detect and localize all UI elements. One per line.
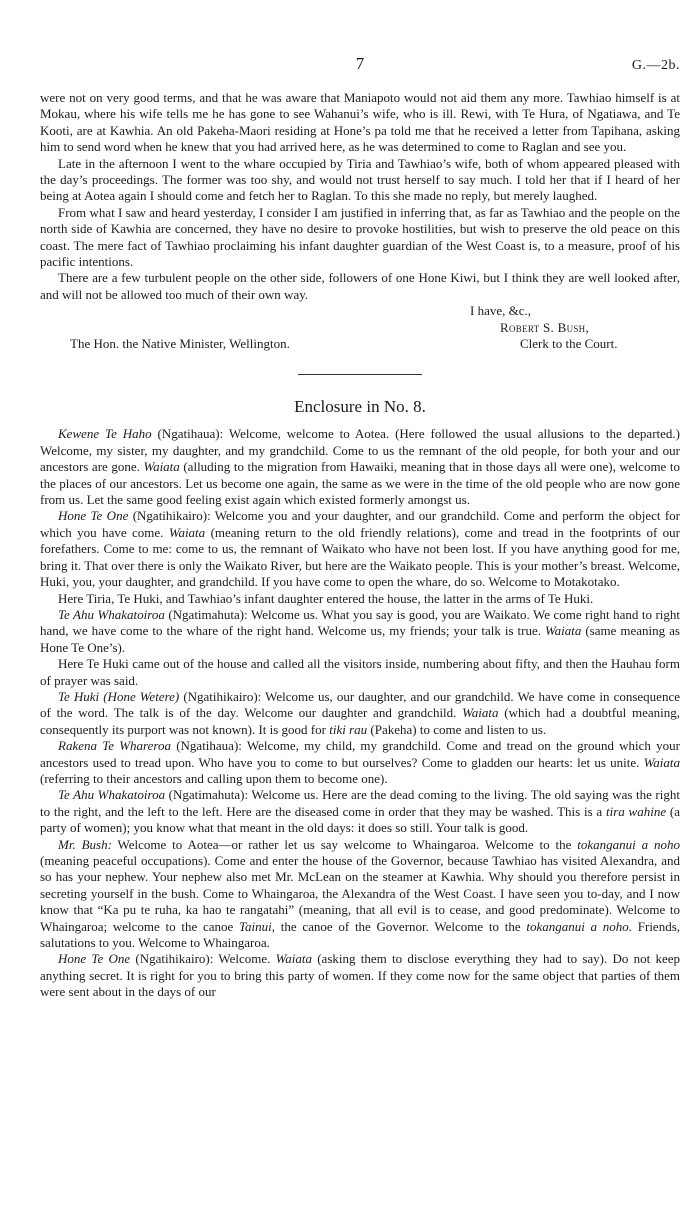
paragraph: Te Huki (Hone Wetere) (Ngatihikairo): Welcome us, our daughter, and our grandchild. We have come in consequence of the word. The talk is of the day. Welcome our daughter and grandchild. Waiata (which had a doubtful meaning, consequently its purport was not known). It is good for tiki rau (Pakeha) to come and listen to us. [40,688,680,737]
paragraph: Here Tiria, Te Huki, and Tawhiao’s infant daughter entered the house, the latter in the arms of Te Huki. [58,590,594,606]
paragraph: There are a few turbulent people on the other side, followers of one Hone Kiwi, but I think they are well looked after, and will not be allowed too much of their own way. [40,270,680,302]
page-number: 7 [355,54,365,73]
italic-term: Te Huki (Hone Wetere) [58,688,180,704]
closing-salutation: I have, &c., [470,303,532,319]
italic-term: Te Ahu Whakatoiroa [58,787,166,803]
italic-term: Waiata [643,754,680,770]
italic-term: tokanganui a noho. [526,918,633,934]
page-header [40,56,680,76]
italic-term: Waiata [143,459,180,475]
italic-term: Rakena Te Whareroa [58,738,171,754]
paragraph: Te Ahu Whakatoiroa (Ngatimahuta): Welcome us. Here are the dead coming to the living. The old saying was the right to the right, and the left to the left. Here are the diseased come in order that they may be washed. This is a tira wahine (a party of women); you know what that meant in the old days: it does so still. Your talk is good. [40,787,680,836]
italic-term: tira wahine [605,803,667,819]
italic-term: Waiata [168,524,206,540]
italic-term: Mr. Bush: [58,836,112,852]
paragraph: Here Te Huki came out of the house and called all the visitors inside, numbering about fifty, and then the Hauhau form of prayer was said. [40,656,680,688]
paragraph: Kewene Te Haho (Ngatihaua): Welcome, welcome to Aotea. (Here followed the usual allusions to the departed.) Welcome, my sister, my daughter, and my grandchild. Come to us the remnant of the old people, for both your and our ancestors are gone. Waiata (alluding to the migration from Hawaiki, meaning that in those days all were one), welcome to the places of our ancestors. Let us become one again, the same as we were in the time of the old people who are now gone from us. Let the same good feeling exist again which existed formerly amongst us. [40,426,680,508]
signatory-name: Robert S. Bush, [500,319,590,335]
paragraph: Rakena Te Whareroa (Ngatihaua): Welcome, my child, my grandchild. Come and tread on the ground which your ancestors used to tread upon. Who have you to come to but ourselves? Come to gladden our hearts: let us unite. Waiata (referring to their ancestors and calling upon them to become one). [40,738,680,786]
italic-term: Hone Te One [58,508,129,524]
italic-term: Waiata [462,705,499,721]
signatory-title: Clerk to the Court. [520,336,618,352]
paragraph: From what I saw and heard yesterday, I consider I am justified in inferring that, as far as Tawhiao and the people on the north side of Kawhia are concerned, they have no desire to provoke hostilities, but wish to preserve the old peace on this coast. The mere fact of Tawhiao proclaiming his infant daughter guardian of the West Coast is, to a measure, proof of his pacific intentions. [40,204,680,270]
italic-term: tokanganui a noho [577,836,680,852]
paragraph: Late in the afternoon I went to the whare occupied by Tiria and Tawhiao’s wife, both of whom appeared pleased with the day’s proceedings. The former was too shy, and would not trust herself to say much. I told her that if I heard of her being at Aotea again I should come and fetch her to Raglan. To this she made no reply, but merely laughed. [40,155,680,204]
enclosure-body [40,426,680,1000]
document-code: G.—2b. [631,58,680,73]
letter-body [40,90,680,303]
italic-term: tiki rau [329,721,368,737]
paragraph: were not on very good terms, and that he was aware that Maniapoto would not aid them any more. Tawhiao himself is at Mokau, where his wife tells me he has gone to see Wahanui’s wife, who is ill. Rewi, with Te Hura, of Ngatiawa, and Te Kooti, are at Kawhia. An old Pakeha-Maori residing at Hone’s pa told me that he received a letter from Tapihana, asking him to send word when he knew that you had arrived here, as he was determined to come to Raglan and see you. [40,90,680,155]
italic-term: Hone Te One [58,951,131,967]
paragraph: Hone Te One (Ngatihikairo): Welcome. Waiata (asking them to disclose everything they had to say). Do not keep anything secret. It is right for you to bring this party of women. If they come now for the same object that parties of them were sent about in the days of our [40,951,681,1000]
section-divider [298,374,422,375]
italic-term: Tainui, [239,918,276,934]
italic-term: Te Ahu Whakatoiroa [58,606,165,622]
italic-term: Waiata [275,951,312,967]
paragraph: Mr. Bush: Welcome to Aotea—or rather let us say welcome to Whaingaroa. Welcome to the tokanganui a noho (meaning peaceful occupations). Come and enter the house of the Governor, because Tawhiao has visited Alexandra, and so has your nephew. Your nephew also met Mr. McLean on the steamer at Kawhia. Why should you therefore persist in secreting yourself in the bush. Come to Whaingaroa, the Alexandra of the West Coast. I have seen you to-day, and I now know that “Ka pu te ruha, ka hao te rangatahi” (meaning, that all evil is to cease, and good predominate). Welcome to Whaingaroa; welcome to the canoe Tainui, the canoe of the Governor. Welcome to the tokanganui a noho. Friends, salutations to you. Welcome to Whaingaroa. [40,836,681,951]
paragraph: Te Ahu Whakatoiroa (Ngatimahuta): Welcome us. What you say is good, you are Waikato. We come right hand to right hand, we have come to the whare of the right hand. Welcome us, my friends; your talk is true. Waiata (same meaning as Hone Te One’s). [40,606,680,655]
addressee: The Hon. the Native Minister, Wellington. [70,336,290,352]
body-text [40,90,680,1001]
paragraph: Hone Te One (Ngatihikairo): Welcome you and your daughter, and our grandchild. Come and perform the object for which you have come. Waiata (meaning return to the old friendly relations), come and tread in the footprints of our forefathers. Come to me: come to us, the remnant of Waikato who have not been lost. If you have anything good for me, bring it. That over there is only the Waikato River, but here are the Waikato people. This is your mother’s breast. Welcome, Huki, you, your daughter, and grandchild. If you have come to open the whare, do so. Welcome to Motakotako. [40,508,680,590]
signatory-row [40,320,680,336]
enclosure-heading: Enclosure in No. 8. [294,397,426,417]
italic-term: Waiata [545,623,582,639]
addressee-row [40,336,680,352]
closing-row [40,303,680,319]
italic-term: Kewene Te Haho [58,426,152,442]
